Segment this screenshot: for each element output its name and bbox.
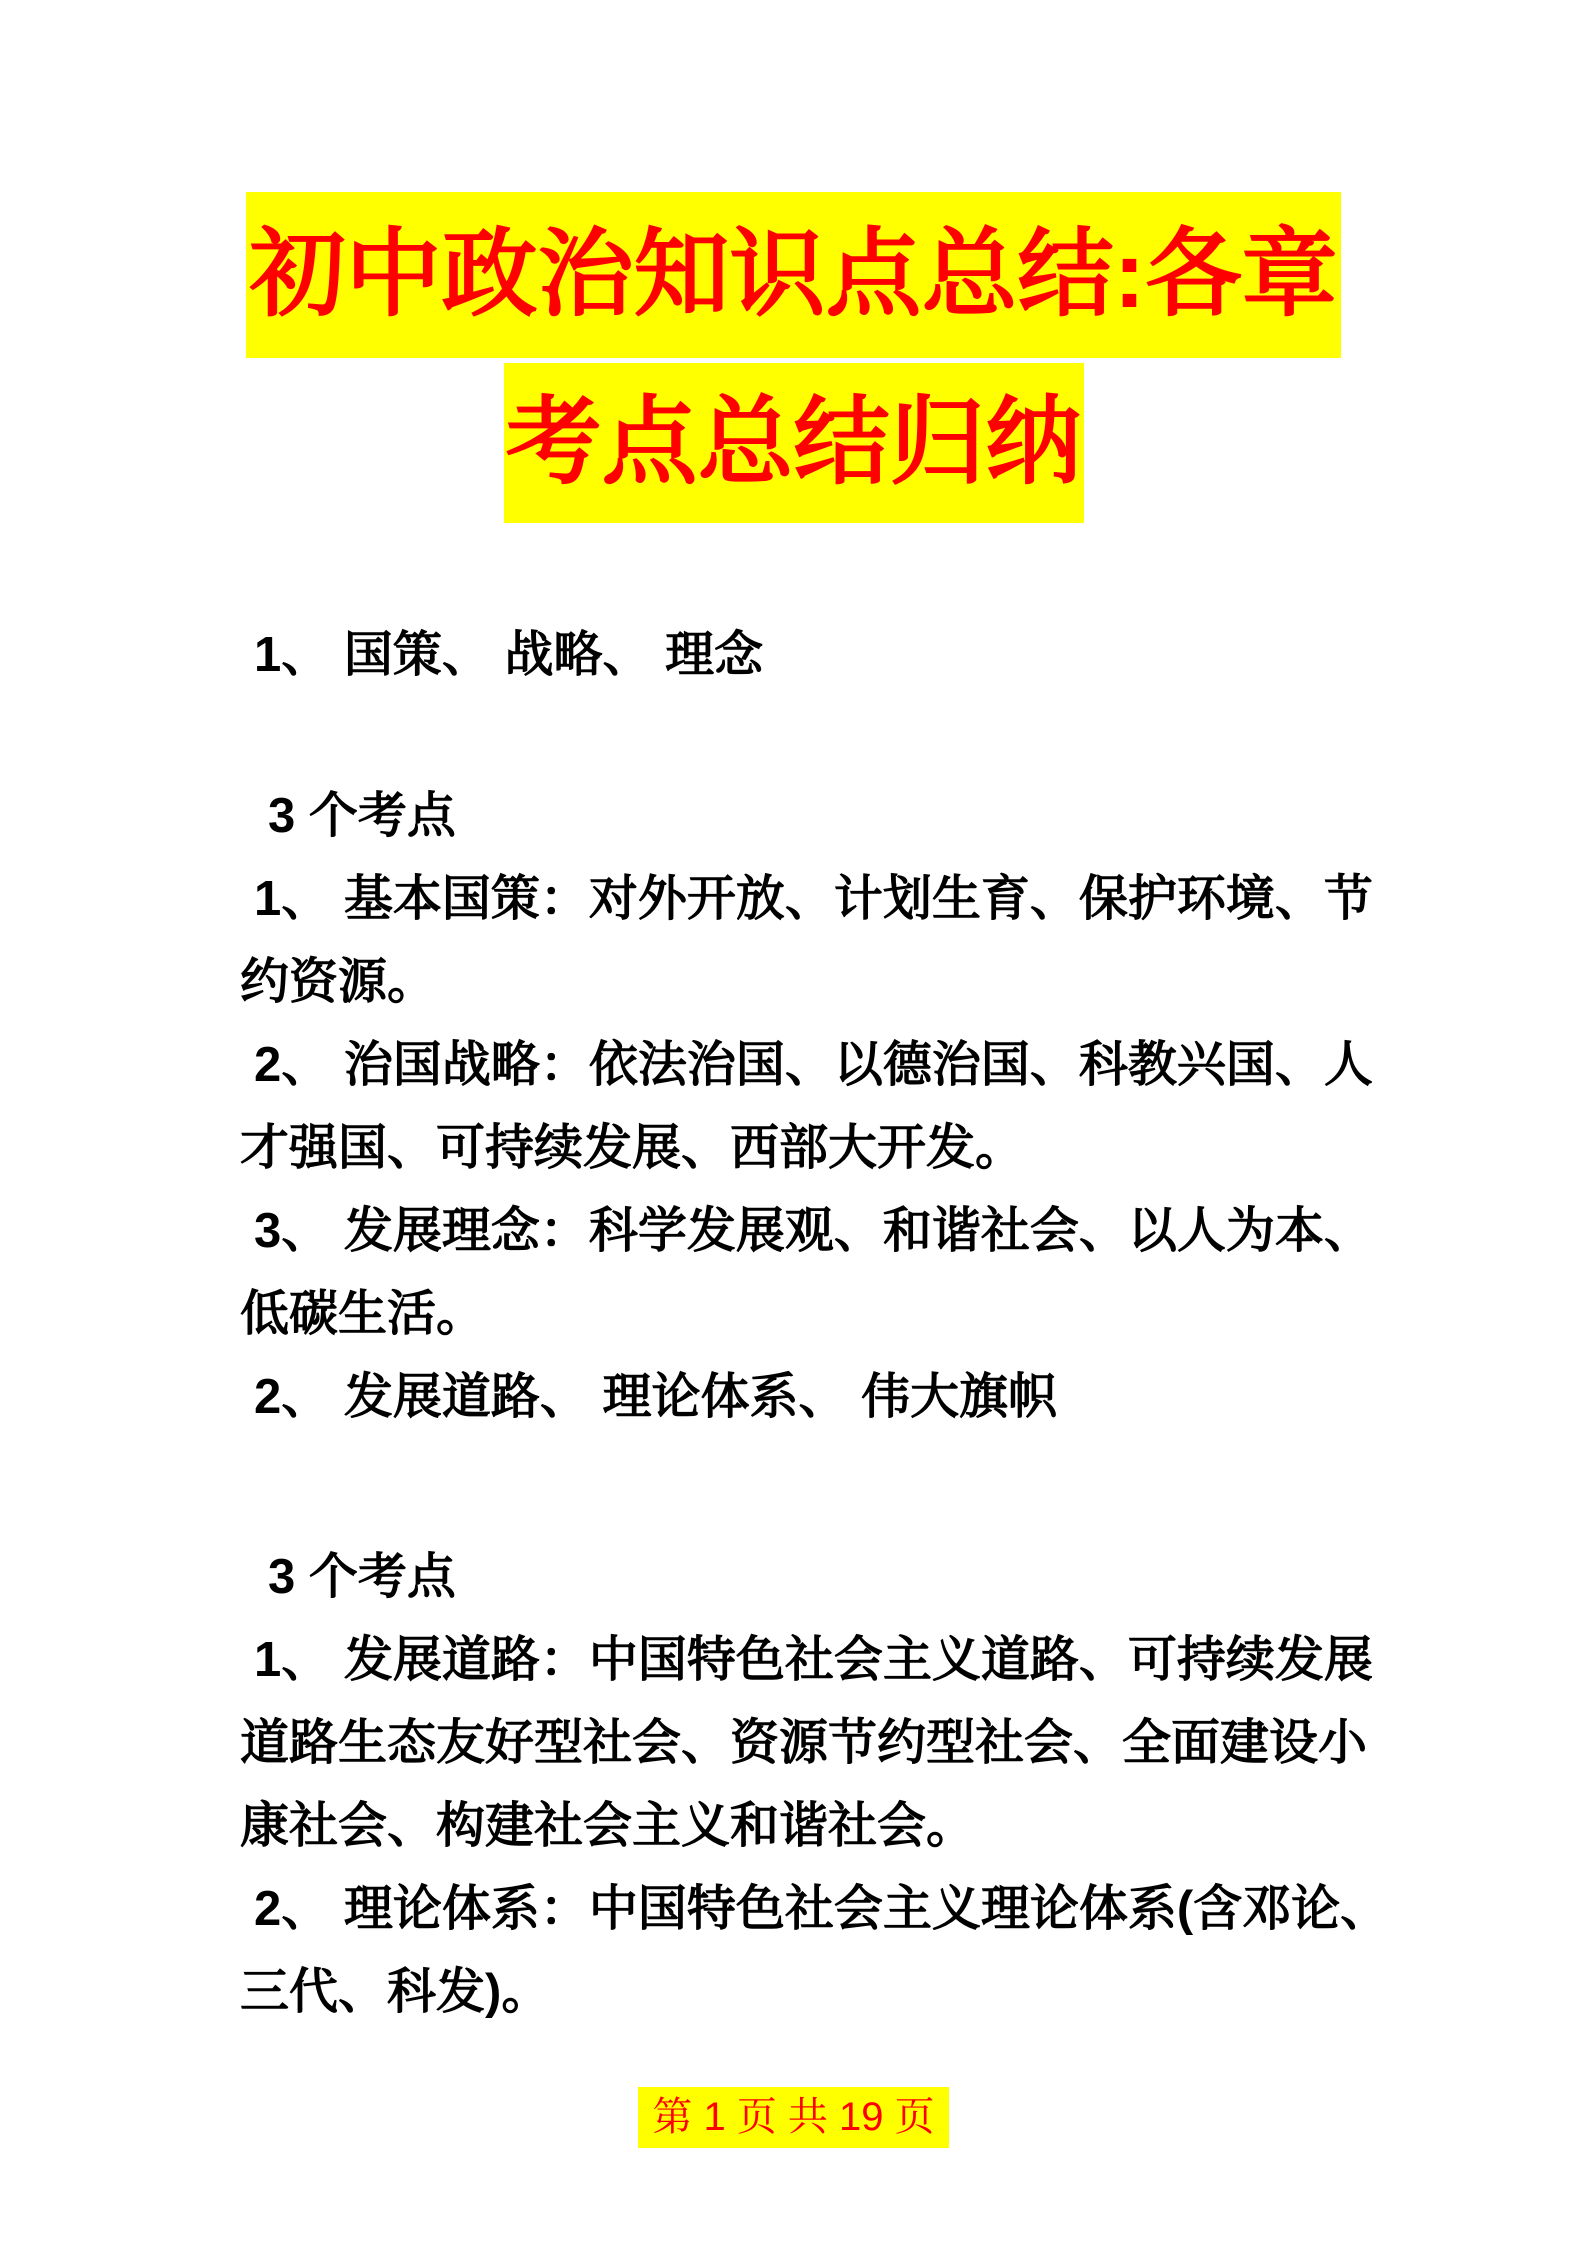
title-line-2: 考点总结归纳 — [504, 363, 1084, 523]
content-line: 2、 理论体系：中国特色社会主义理论体系(含邓论、 — [254, 1882, 1390, 1936]
page-number-footer — [0, 2087, 1587, 2148]
blank-line — [0, 1439, 1587, 1536]
section-2-exam-point-count: 3 个考点 — [268, 1550, 456, 1604]
document-body — [0, 614, 1587, 2034]
content-line: 3、 发展理念：科学发展观、和谐社会、以人为本、 — [254, 1204, 1373, 1258]
title-line-2-row — [0, 363, 1587, 523]
section-1-exam-point-count: 3 个考点 — [268, 789, 456, 843]
content-line: 2、 治国战略：依法治国、以德治国、科教兴国、人 — [254, 1038, 1373, 1092]
section-1-heading: 1、 国策、 战略、 理念 — [254, 628, 764, 682]
content-line: 1、 发展道路：中国特色社会主义道路、可持续发展 — [254, 1633, 1373, 1687]
content-line: 约资源。 — [240, 955, 437, 1009]
content-line: 道路生态友好型社会、资源节约型社会、全面建设小 — [240, 1716, 1368, 1770]
section-2-heading: 2、 发展道路、 理论体系、 伟大旗帜 — [254, 1370, 1058, 1424]
content-line: 才强国、可持续发展、西部大开发。 — [240, 1121, 1025, 1175]
blank-line — [0, 697, 1587, 775]
title-line-1-row — [0, 192, 1587, 358]
page-number-label: 第 1 页 共 19 页 — [638, 2087, 948, 2148]
title-line-1: 初中政治知识点总结:各章 — [246, 192, 1342, 358]
content-line: 1、 基本国策：对外开放、计划生育、保护环境、节 — [254, 872, 1373, 926]
content-line: 三代、科发)。 — [240, 1965, 551, 2019]
content-line: 康社会、构建社会主义和谐社会。 — [240, 1799, 976, 1853]
document-title — [0, 0, 1587, 523]
content-line: 低碳生活。 — [240, 1287, 486, 1341]
